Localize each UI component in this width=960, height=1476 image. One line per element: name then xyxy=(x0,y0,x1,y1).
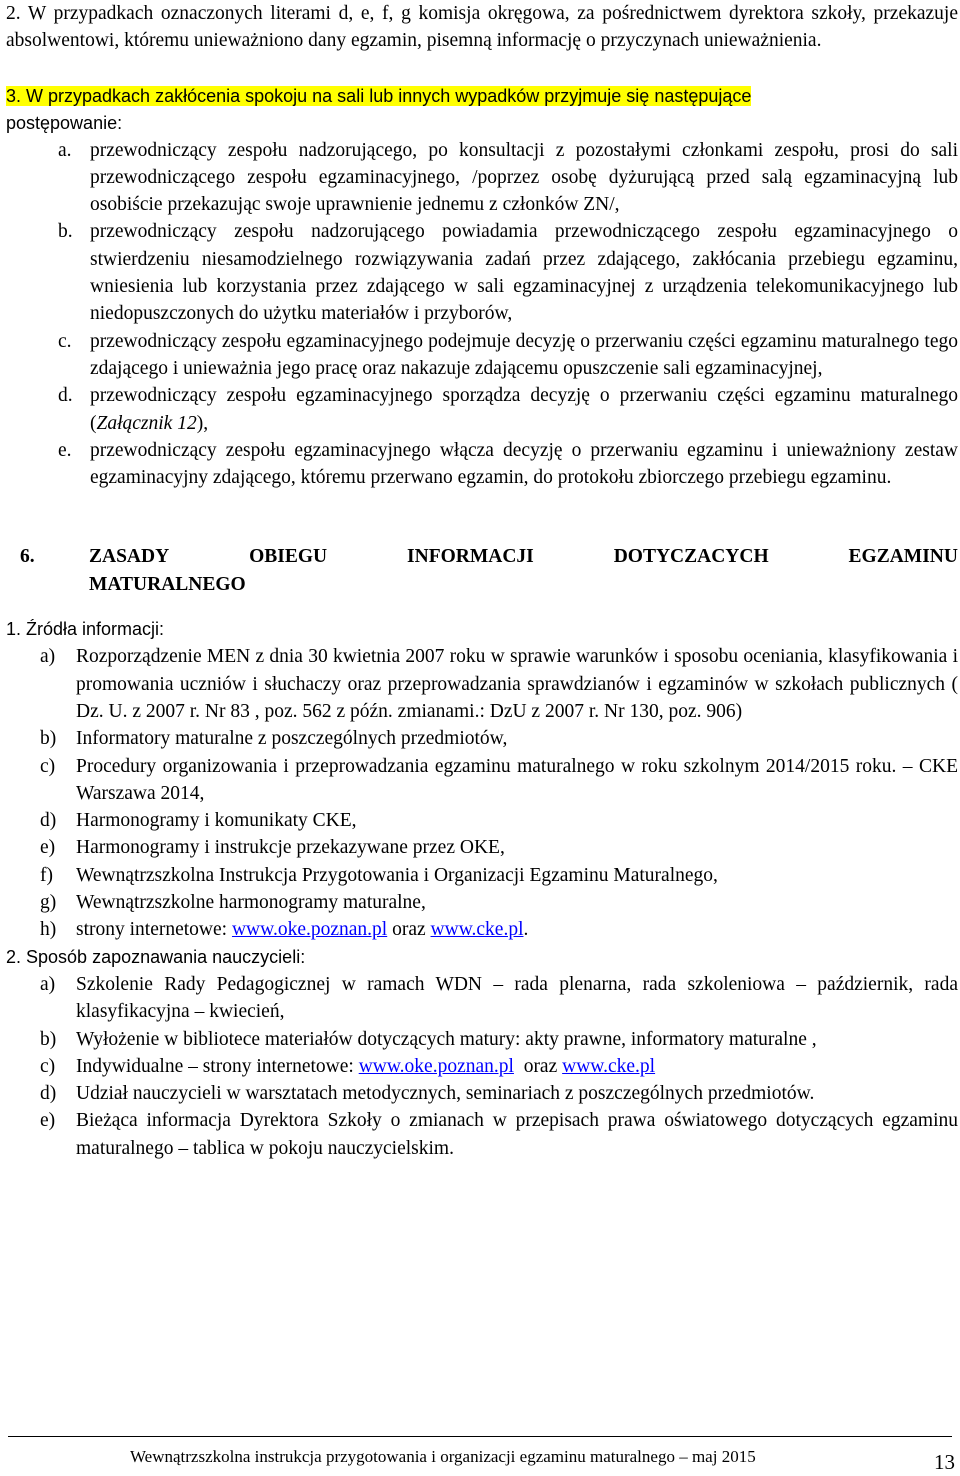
item-text: Informatory maturalne z poszczególnych przedmiotów, xyxy=(76,728,508,750)
item-text-part: ), xyxy=(196,412,209,434)
section-3-intro xyxy=(6,83,958,137)
item-text xyxy=(90,382,958,437)
list-item-e xyxy=(58,437,958,492)
source-item xyxy=(40,725,958,752)
list-item-b xyxy=(58,218,958,327)
source-item xyxy=(40,753,958,808)
item-marker: e. xyxy=(58,439,72,461)
item-marker: a) xyxy=(40,646,56,668)
item-marker: e) xyxy=(40,1110,56,1132)
item-text: Udział nauczycieli w warsztatach metodycznych, seminariach z poszczególnych przedmiotów. xyxy=(76,1083,815,1105)
item-marker: h) xyxy=(40,919,57,941)
heading-word: INFORMACJI xyxy=(407,546,534,568)
source-item xyxy=(40,862,958,889)
item-marker: b) xyxy=(40,1028,57,1050)
footer-divider xyxy=(8,1436,952,1437)
item-text-part: Indywidualne – strony internetowe: xyxy=(76,1055,359,1077)
item-marker: c) xyxy=(40,1055,56,1077)
source-item xyxy=(40,643,958,725)
heading-word: ZASADY xyxy=(89,546,170,568)
footer-text: Wewnątrzszkolna instrukcja przygotowania i organizacji egzaminu maturalnego – maj 2015 xyxy=(130,1447,756,1466)
item-text: przewodniczący zespołu nadzorującego powiadamia przewodniczącego zespołu egzaminacyjnego o stwierdzeniu niesamodzielnego rozwiązywania zadań przez zdającego, zakłócania przebiegu egzaminu, wniesienia lub korzystania przez zdającego w sali egzaminacyjnej z urządzenia telekomunikacyjnego lub niedopuszczonych do użytku materiałów i przyborów, xyxy=(90,221,958,325)
list-item-c xyxy=(58,328,958,383)
item-marker: d) xyxy=(40,1083,57,1105)
heading-word: EGZAMINU xyxy=(848,546,958,568)
item-text: Szkolenie Rady Pedagogicznej w ramach WDN – rada plenarna, rada szkoleniowa – październik, rada klasyfikacyjna – kwiecień, xyxy=(76,973,958,1023)
item-marker: a. xyxy=(58,139,72,161)
source-item xyxy=(40,807,958,834)
heading-title xyxy=(89,543,958,598)
item-text: Harmonogramy i komunikaty CKE, xyxy=(76,810,357,832)
teachers-heading: 2. Sposób zapoznawania nauczycieli: xyxy=(6,946,306,967)
item-text: Wewnątrzszkolna Instrukcja Przygotowania i Organizacji Egzaminu Maturalnego, xyxy=(76,864,718,886)
cke-link[interactable]: www.cke.pl xyxy=(562,1055,656,1077)
item-text-part: przewodniczący zespołu egzaminacyjnego sporządza decyzję o przerwaniu części egzaminu maturalnego ( xyxy=(90,385,958,434)
item-text-part: . xyxy=(523,919,529,941)
item-text-part: strony internetowe: xyxy=(76,919,232,941)
heading-word: OBIEGU xyxy=(249,546,328,568)
item-marker: e) xyxy=(40,837,56,859)
heading-number: 6. xyxy=(20,546,35,568)
teacher-item xyxy=(40,1026,958,1053)
teacher-item xyxy=(40,971,958,1026)
item-text: Procedury organizowania i przeprowadzania egzaminu maturalnego w roku szkolnym 2014/2015 roku. – CKE Warszawa 2014, xyxy=(76,755,958,804)
item-text: Bieżąca informacja Dyrektora Szkoły o zmianach w przepisach prawa oświatowego dotyczących egzaminu maturalnego – tablica w pokoju nauczycielskim. xyxy=(76,1110,958,1159)
source-item xyxy=(40,834,958,861)
item-marker: f) xyxy=(40,864,53,886)
teacher-item xyxy=(40,1080,958,1107)
intro-continuation: postępowanie: xyxy=(6,112,123,133)
heading-word: DOTYCZACYCH xyxy=(613,546,769,568)
source-item xyxy=(40,916,958,943)
item-text xyxy=(76,916,958,943)
teacher-item xyxy=(40,1107,958,1162)
item-text: Wyłożenie w bibliotece materiałów dotyczących matury: akty prawne, informatory maturalne , xyxy=(76,1028,817,1050)
item-marker: c) xyxy=(40,755,56,777)
item-text: Rozporządzenie MEN z dnia 30 kwietnia 2007 roku w sprawie warunków i sposobu oceniania, klasyfikowania i promowania uczniów i słuchaczy oraz przeprowadzania sprawdzianów i egzaminów w szkołach publicznych ( Dz. U. z 2007 r. Nr 83 , poz. 562 z późn. zmianami.: DzU z 2007 r. Nr 130, poz. 906) xyxy=(76,646,958,722)
oke-link[interactable]: www.oke.poznan.pl xyxy=(358,1055,514,1077)
heading-line-1 xyxy=(89,543,958,570)
item-text: Wewnątrzszkolne harmonogramy maturalne, xyxy=(76,892,426,914)
item-text-part: oraz xyxy=(387,919,431,941)
sources-heading: 1. Źródła informacji: xyxy=(6,619,165,640)
item-marker: c. xyxy=(58,330,72,352)
teachers-list xyxy=(6,971,958,1162)
item-marker: a) xyxy=(40,973,56,995)
item-text xyxy=(76,1053,958,1080)
item-text-part: oraz xyxy=(513,1055,563,1077)
item-text: przewodniczący zespołu egzaminacyjnego włącza decyzję o przerwaniu egzaminu i unieważniony zestaw egzaminacyjny zdającego, któremu przerwano egzamin, do protokołu zbiorczego przebiegu egzaminu. xyxy=(90,439,958,489)
page-number: 13 xyxy=(934,1450,955,1474)
cke-link[interactable]: www.cke.pl xyxy=(430,919,524,941)
item-marker: d) xyxy=(40,810,57,832)
item-marker: b) xyxy=(40,728,57,750)
source-item xyxy=(40,889,958,916)
item-text: Harmonogramy i instrukcje przekazywane przez OKE, xyxy=(76,837,505,859)
section-3-list xyxy=(6,137,958,492)
section-6-heading xyxy=(6,543,958,598)
section-2-paragraph: 2. W przypadkach oznaczonych literami d, e, f, g komisja okręgowa, za pośrednictwem dyrektora szkoły, przekazuje absolwentowi, któremu unieważniono dany egzamin, pisemną informację o przyczynach unieważnienia. xyxy=(6,3,958,52)
item-text: przewodniczący zespołu egzaminacyjnego podejmuje decyzję o przerwaniu części egzaminu maturalnego tego zdającego i unieważnia jego pracę oraz nakazuje zdającemu opuszczenie sali egzaminacyjnej, xyxy=(90,330,958,379)
sources-list xyxy=(6,643,958,943)
heading-line-2: MATURALNEGO xyxy=(89,573,246,595)
highlighted-intro: 3. W przypadkach zakłócenia spokoju na sali lub innych wypadków przyjmuje się następujące xyxy=(6,85,752,106)
appendix-reference: Załącznik 12 xyxy=(96,412,197,434)
list-item-d xyxy=(58,382,958,437)
item-marker: g) xyxy=(40,892,57,914)
item-marker: d. xyxy=(58,385,73,407)
teacher-item xyxy=(40,1053,958,1080)
oke-link[interactable]: www.oke.poznan.pl xyxy=(231,919,388,941)
item-text: przewodniczący zespołu nadzorującego, po konsultacji z pozostałymi członkami zespołu, prosi do sali przewodniczącego zespołu egzaminacyjnego, /poprzez osobę dyżurującą przed salą egzaminacyjną lub osobiście przekazując swoje uprawnienie jednemu z członków ZN/, xyxy=(90,139,958,216)
document-page xyxy=(6,0,958,1162)
item-marker: b. xyxy=(58,221,73,243)
list-item-a xyxy=(58,137,958,219)
